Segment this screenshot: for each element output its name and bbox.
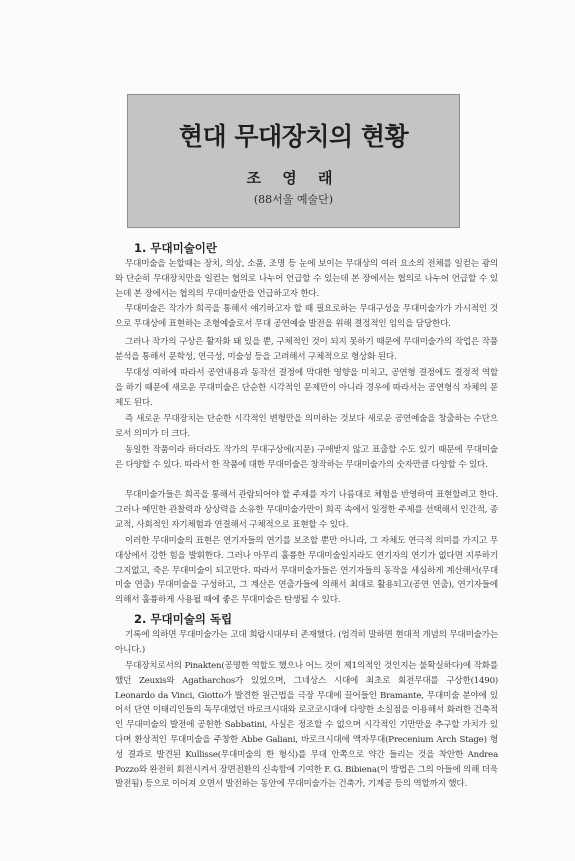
paragraph: 이러한 무대미술의 표현은 연기자들의 연기를 보조할 뿐만 아니라, 그 자체도 연극적 의미를 가지고 무대상에서 강한 힘을 발휘한다. 그러나 아무리 훌륭한 무대미술일지라도 연기자의 연기가 없다면 지루하기 그지없고, 죽은 무대미술이 되고만다. 따라서 무대미술가들은 연기자들의 동작을 세심하게 계산해서(무대미술 연출) 무대미술을 구성하고, 그 계산은 연출가들에 의해서 최대로 활용되고(공연 연출), 연기자들에 의해서 훌륭하게 사용될 때에 좋은 무대미술은 탄생될 수 있다. (115, 536, 498, 606)
paragraph: 무대미술가들은 희곡을 통해서 관람되어야 할 주제를 자기 나름대로 체험을 반영하여 표현할려고 한다. 그러나 예민한 관찰력과 상상력을 소유한 무대미술가만이 희곡 속에서 일정한 주제를 선택해서 인간적, 종교적, 사회적인 자기체험과 연결해서 구체적으로 표현할 수 있다. (115, 490, 498, 530)
paragraph: 즉 새로운 무대장치는 단순한 시각적인 변형만을 의미하는 것보다 새로운 공연예술을 창출하는 수단으로서 의미가 더 크다. (115, 414, 498, 439)
title-box (127, 94, 460, 228)
paragraph: 무대미술은 작가가 희곡을 통해서 얘기하고자 할 때 필요로하는 무대구성을 무대미술가가 가시적인 것으로 무대상에 표현하는 조형예술로서 무대 공연예술 발전을 위해 결정적인 임익을 담당한다. (115, 304, 498, 329)
author-name: 조 영 래 (246, 169, 341, 187)
paragraph: 기록에 의하면 무대미술가는 고대 희랍시대부터 존재했다. (엄격히 말하면 현대적 개념의 무대미술가는 아니다.) (115, 630, 498, 655)
paragraph: 무대성 여하에 따라서 공연내용과 동작선 결정에 막대한 영향을 미치고, 공연형 결정에도 결정적 역할을 하기 때문에 새로운 무대미술은 단순한 시각적인 문제만이 아니라 경우에 따라서는 공연형식 자체의 문제도 된다. (115, 368, 498, 408)
paragraph: 그러나 작가의 구상은 활자화 돼 있을 뿐, 구체적인 것이 되지 못하기 때문에 무대미술가의 작업은 작품분석을 통해서 문학성, 연극성, 미술성 등을 고려해서 구체적으로 형상화 된다. (115, 337, 498, 362)
section-heading-2: 2. 무대미술의 독립 (134, 612, 233, 626)
paragraph: 무대장치로서의 Pinakten(공명한 역할도 했으나 어느 것이 제1의적인 것인지는 불확실하다)에 작화를 했던 Zeuxis와 Agatharchos가 있었으며, 그네상스 시대에 최초로 회전무대를 구상한(1490) Leonardo da Vinci, Giotto가 발견한 원근법을 극장 무대에 끌어들인 Bramante, 무대미술 분야에 있어서 단연 이태리인들의 독무대였던 바로크시대와 로코코시대에 다양한 소실점을 이용해서 화려한 건축적인 무대미술의 발전에 공헌한 Sabbatini, 사실은 정조할 수 없으며 시각적인 기만만을 추구할 가치가 있다며 환상적인 무대미술을 주창한 Abbe Galiani, 바로크시대에 액자무대(Precenium Arch Stage) 형성 결과로 발견된 Kullisse(무대미술의 한 형식)를 무대 안쪽으로 약간 들리는 것을 착안한 Andrea Pozzo와 완전히 회전시켜서 장면전환의 신속함에 기여한 F. G. Bibiena(이 방법은 그의 아들에 의해 더욱 발전됨) 등으로 이어져 오면서 발전하는 동안에 무대미술가는 건축가, 기계공 등의 역할까지 했다. (115, 661, 498, 790)
section-heading-1: 1. 무대미술이란 (134, 241, 218, 255)
paragraph: 무대미술을 논할때는 장치, 의상, 소품, 조명 등 눈에 보이는 무대상의 여러 요소의 전체를 일컫는 광의와 단순히 무대장치만을 일컫는 협의로 나누어 언급할 수 있는데 본 장에서는 협의로 나누어 언급할 수 있는데 본 장에서는 협의의 무대미술만을 언급하고자 한다. (115, 259, 498, 299)
author-affiliation: (88서울 예술단) (253, 193, 334, 206)
article-title: 현대 무대장치의 현황 (178, 122, 409, 151)
paragraph: 동일한 작품이라 하더라도 작가의 무대구상에(지문) 구애받지 않고 표출할 수도 있기 때문에 무대미술은 다양할 수 있다. 따라서 한 작품에 대한 무대미술은 창작하는 무대미술가의 숫자만큼 다양할 수 있다. (115, 445, 498, 470)
